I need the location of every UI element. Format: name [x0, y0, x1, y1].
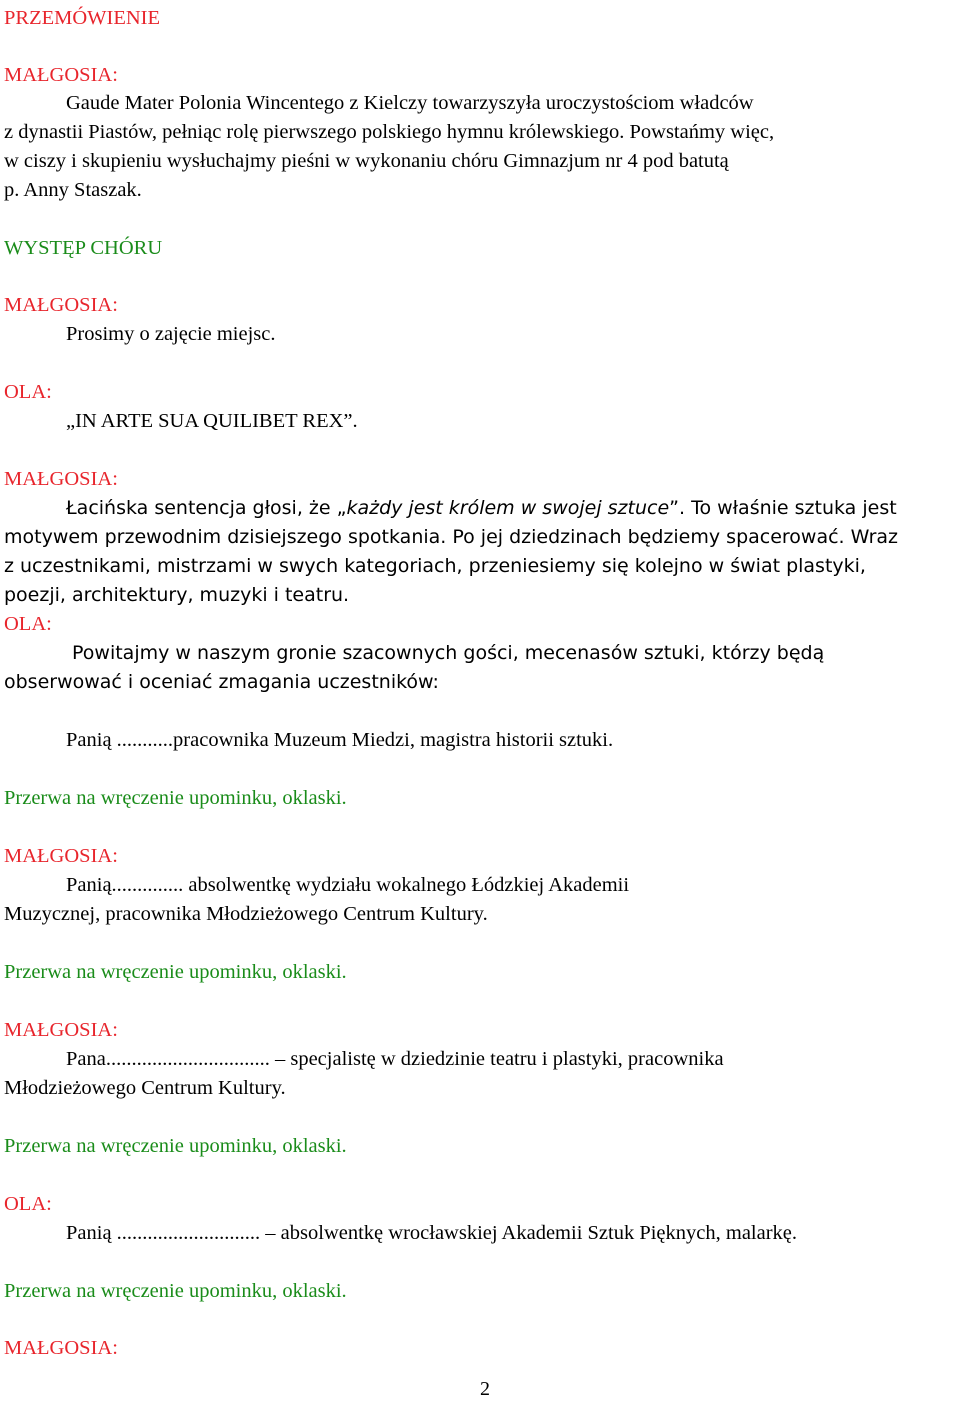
speaker-label: MAŁGOSIA: — [4, 468, 118, 490]
stage-direction: Przerwa na wręczenie upominku, oklaski. — [4, 787, 347, 809]
paragraph-line: z uczestnikami, mistrzami w swych kategoriach, przeniesiemy się kolejno w świat plastyki, — [4, 555, 866, 577]
text-run: ”. To właśnie sztuka jest — [669, 497, 897, 519]
stage-direction: WYSTĘP CHÓRU — [4, 237, 163, 259]
paragraph-line: w ciszy i skupieniu wysłuchajmy pieśni w wykonaniu chóru Gimnazjum nr 4 pod batutą — [4, 150, 729, 172]
paragraph-line: Gaude Mater Polonia Wincentego z Kielczy towarzyszyła uroczystościom władców — [66, 92, 754, 114]
paragraph-line: Panią ............................ – absolwentkę wrocławskiej Akademii Sztuk Pięknych, malarkę. — [66, 1222, 798, 1244]
speaker-label: MAŁGOSIA: — [4, 1019, 118, 1041]
stage-direction: Przerwa na wręczenie upominku, oklaski. — [4, 961, 347, 983]
paragraph-line: p. Anny Staszak. — [4, 179, 142, 201]
paragraph-line: Powitajmy w naszym gronie szacownych gości, mecenasów sztuki, którzy będą — [72, 642, 825, 664]
speaker-label: OLA: — [4, 1193, 52, 1215]
speaker-label: MAŁGOSIA: — [4, 1337, 118, 1359]
paragraph-line: Młodzieżowego Centrum Kultury. — [4, 1077, 286, 1099]
speaker-label: OLA: — [4, 381, 52, 403]
heading: PRZEMÓWIENIE — [4, 7, 161, 29]
page-number: 2 — [480, 1378, 490, 1400]
speaker-label: MAŁGOSIA: — [4, 294, 118, 316]
paragraph-line: Panią.............. absolwentkę wydziału wokalnego Łódzkiej Akademii — [66, 874, 630, 896]
stage-direction: Przerwa na wręczenie upominku, oklaski. — [4, 1135, 347, 1157]
paragraph-line: poezji, architektury, muzyki i teatru. — [4, 584, 350, 606]
paragraph-line: obserwować i oceniać zmagania uczestników: — [4, 671, 439, 693]
text-run: Łacińska sentencja głosi, że „ — [66, 497, 347, 519]
stage-direction: Przerwa na wręczenie upominku, oklaski. — [4, 1280, 347, 1302]
paragraph-line: Panią ...........pracownika Muzeum Miedzi, magistra historii sztuki. — [66, 729, 614, 751]
speaker-label: MAŁGOSIA: — [4, 845, 118, 867]
speaker-label: MAŁGOSIA: — [4, 64, 118, 86]
paragraph-line: „IN ARTE SUA QUILIBET REX”. — [66, 410, 358, 432]
quote-text: każdy jest królem w swojej sztuce — [346, 497, 670, 519]
paragraph-line: motywem przewodnim dzisiejszego spotkania. Po jej dziedzinach będziemy spacerować. Wraz — [4, 526, 898, 548]
paragraph-line: Pana................................ – specjalistę w dziedzinie teatru i plastyki, pracownika — [66, 1048, 724, 1070]
paragraph-line — [66, 494, 897, 522]
speaker-label: OLA: — [4, 613, 52, 635]
paragraph-line: Muzycznej, pracownika Młodzieżowego Centrum Kultury. — [4, 903, 488, 925]
paragraph-line: Prosimy o zajęcie miejsc. — [66, 323, 276, 345]
paragraph-line: z dynastii Piastów, pełniąc rolę pierwszego polskiego hymnu królewskiego. Powstańmy więc, — [4, 121, 775, 143]
